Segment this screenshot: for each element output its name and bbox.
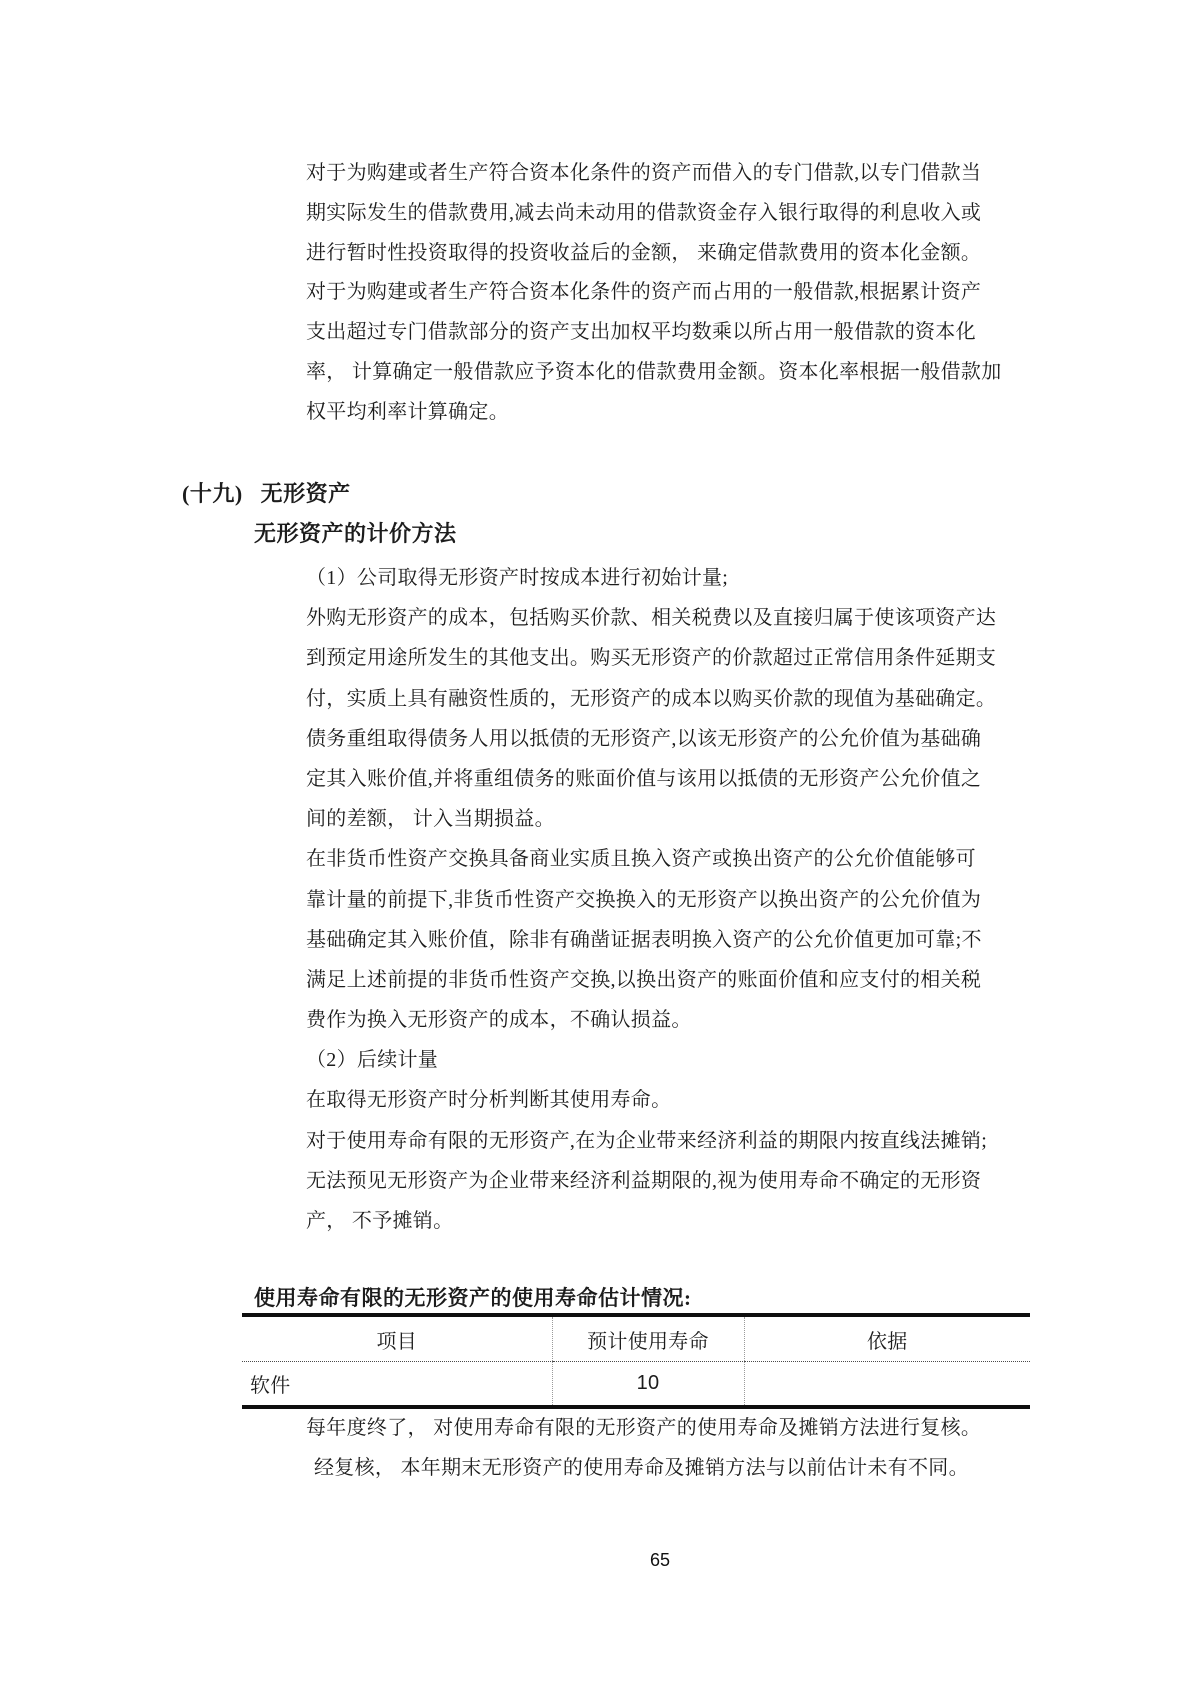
page-number: 65 xyxy=(649,1550,671,1570)
table-title: 使用寿命有限的无形资产的使用寿命估计情况: xyxy=(254,1286,692,1310)
text-line: 债务重组取得债务人用以抵债的无形资产,以该无形资产的公允价值为基础确 xyxy=(306,727,982,750)
text-line: 基础确定其入账价值，除非有确凿证据表明换入资产的公允价值更加可靠;不 xyxy=(306,928,982,951)
text-line: 靠计量的前提下,非货币性资产交换换入的无形资产以换出资产的公允价值为 xyxy=(306,888,982,911)
table-header-row xyxy=(242,1315,1030,1362)
text-line: 到预定用途所发生的其他支出。购买无形资产的价款超过正常信用条件延期支 xyxy=(306,647,997,670)
intro-paragraph xyxy=(306,154,1002,432)
text-line: 经复核， 本年期末无形资产的使用寿命及摊销方法与以前估计未有不同。 xyxy=(314,1457,969,1479)
section-title: 无形资产 xyxy=(260,481,351,506)
text-line: 权平均利率计算确定。 xyxy=(306,400,509,423)
useful-life-table xyxy=(242,1313,1030,1409)
text-line: （1）公司取得无形资产时按成本进行初始计量; xyxy=(306,567,729,589)
text-line: 支出超过专门借款部分的资产支出加权平均数乘以所占用一般借款的资本化 xyxy=(306,321,976,343)
text-line: （2）后续计量 xyxy=(306,1049,439,1072)
review-notes xyxy=(306,1408,981,1488)
subheading: 无形资产的计价方法 xyxy=(254,521,457,546)
text-line: 每年度终了， 对使用寿命有限的无形资产的使用寿命及摊销方法进行复核。 xyxy=(306,1417,982,1439)
text-line: 付，实质上具有融资性质的，无形资产的成本以购买价款的现值为基础确定。 xyxy=(306,687,997,710)
text-line: 进行暂时性投资取得的投资收益后的金额， 来确定借款费用的资本化金额。 xyxy=(306,241,982,264)
cell-useful-life: 10 xyxy=(552,1362,744,1408)
text-line: 对于为购建或者生产符合资本化条件的资产而占用的一般借款,根据累计资产 xyxy=(306,281,982,304)
column-header-item: 项目 xyxy=(242,1315,552,1362)
text-line: 定其入账价值,并将重组债务的账面价值与该用以抵债的无形资产公允价值之 xyxy=(306,767,982,790)
cell-item: 软件 xyxy=(250,1375,291,1397)
section-heading xyxy=(182,477,351,508)
text-line: 无法预见无形资产为企业带来经济利益期限的,视为使用寿命不确定的无形资 xyxy=(306,1169,982,1192)
text-line: 产， 不予摊销。 xyxy=(306,1210,454,1232)
text-line: 对于使用寿命有限的无形资产,在为企业带来经济利益的期限内按直线法摊销; xyxy=(306,1129,988,1152)
text-line: 在取得无形资产时分析判断其使用寿命。 xyxy=(306,1089,672,1112)
column-header-basis: 依据 xyxy=(744,1315,1030,1362)
text-line: 间的差额， 计入当期损益。 xyxy=(306,808,555,831)
text-line: 费作为换入无形资产的成本，不确认损益。 xyxy=(306,1009,692,1032)
section-number: (十九) xyxy=(182,481,243,506)
body-paragraphs xyxy=(306,558,996,1241)
text-line: 外购无形资产的成本，包括购买价款、相关税费以及直接归属于使该项资产达 xyxy=(306,607,997,630)
cell-basis xyxy=(744,1362,1030,1408)
table-row xyxy=(242,1362,1030,1408)
text-line: 在非货币性资产交换具备商业实质且换入资产或换出资产的公允价值能够可 xyxy=(306,848,976,871)
text-line: 对于为购建或者生产符合资本化条件的资产而借入的专门借款,以专门借款当 xyxy=(306,162,982,184)
column-header-useful-life: 预计使用寿命 xyxy=(552,1315,744,1362)
text-line: 率， 计算确定一般借款应予资本化的借款费用金额。资本化率根据一般借款加 xyxy=(306,360,1002,383)
text-line: 期实际发生的借款费用,减去尚未动用的借款资金存入银行取得的利息收入或 xyxy=(306,201,982,224)
text-line: 满足上述前提的非货币性资产交换,以换出资产的账面价值和应支付的相关税 xyxy=(306,968,982,991)
